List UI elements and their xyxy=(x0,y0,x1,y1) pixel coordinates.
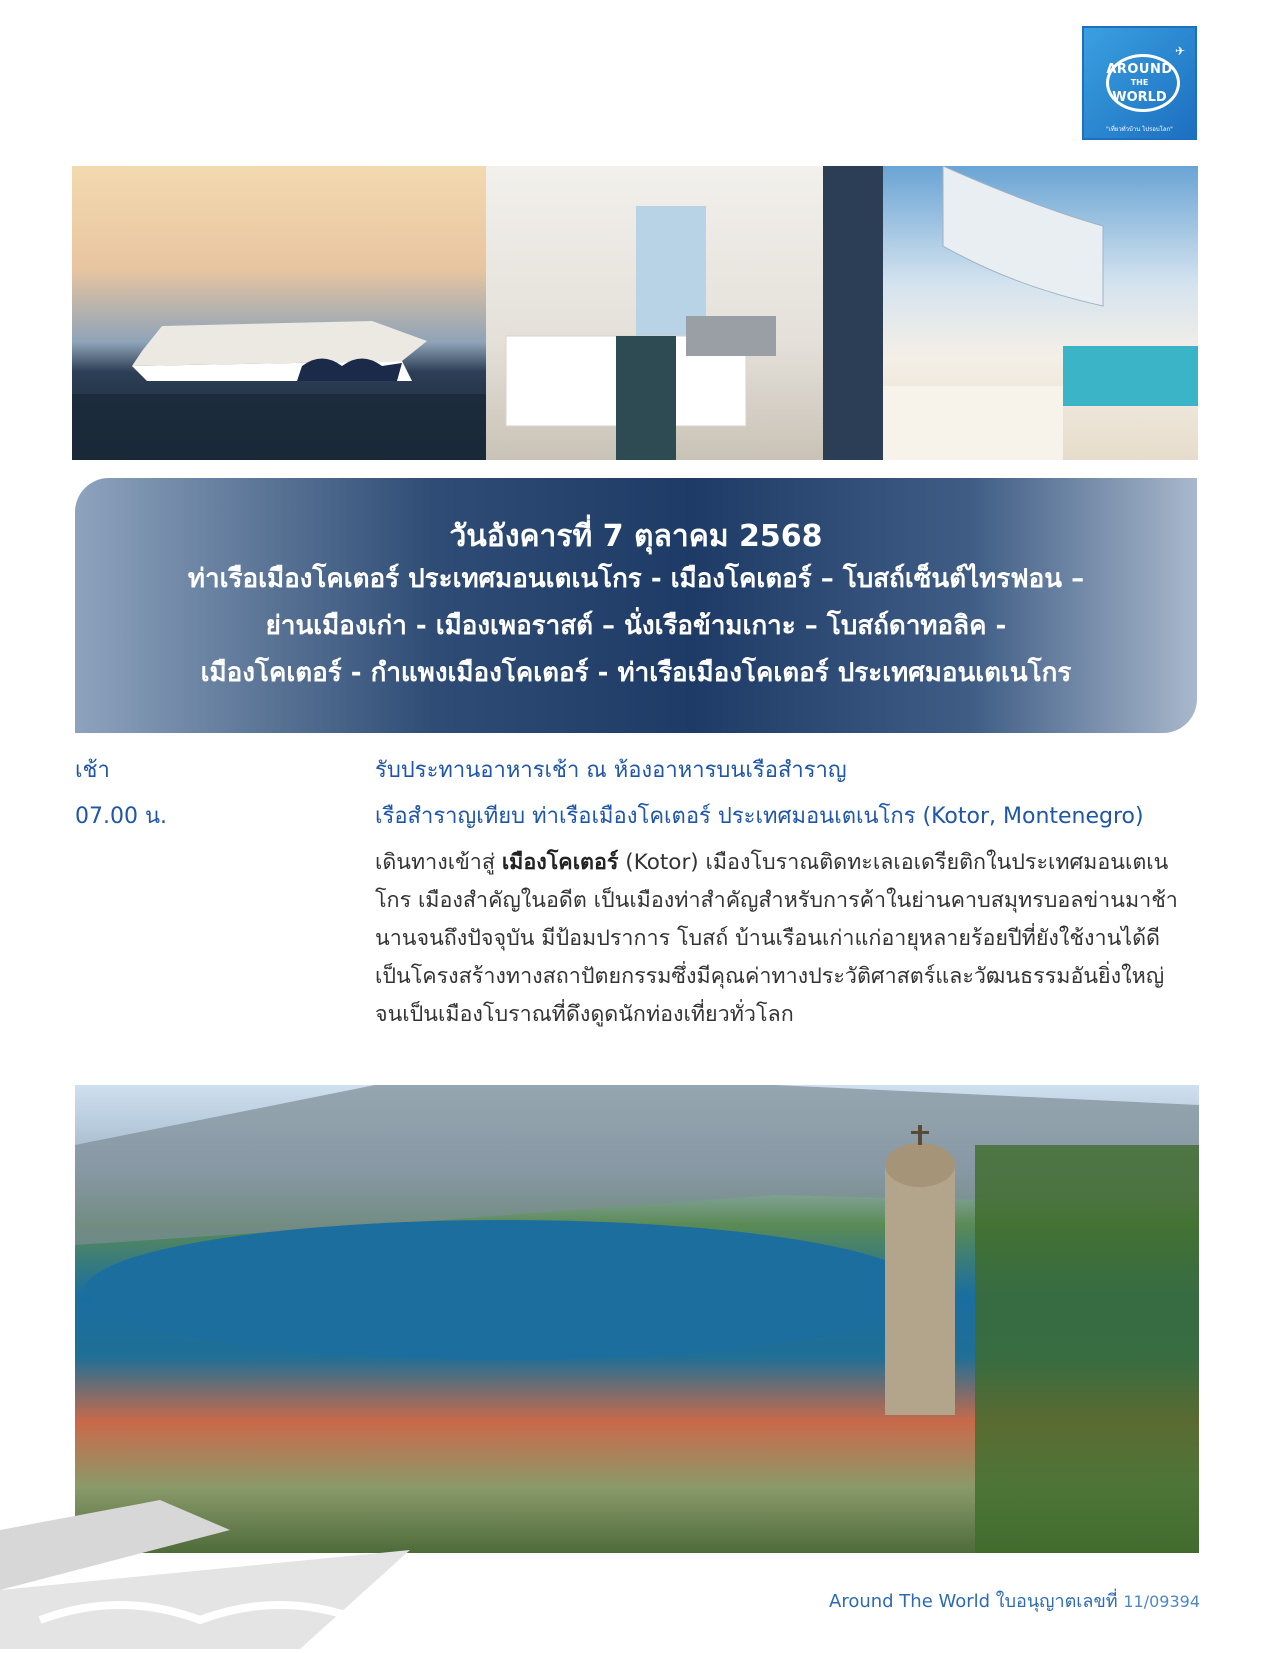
logo-tagline: "เที่ยวทั่วบ้าน ไปรอบโลก" xyxy=(1106,126,1173,133)
cabin-photo xyxy=(486,166,823,460)
deck-photo xyxy=(823,166,1198,460)
route-line: เมืองโคเตอร์ - กำแพงเมืองโคเตอร์ - ท่าเรือเมืองโคเตอร์ ประเทศมอนเตเนโกร xyxy=(200,658,1072,688)
airplane-icon: ✈ xyxy=(1174,44,1185,58)
description-body: (Kotor) เมืองโบราณติดทะเลเอเดรียติกในประเทศมอนเตเนโกร เมืองสำคัญในอดีต เป็นเมืองท่าสำคัญสำหรับการค้าในย่านคาบสมุทรบอลข่านมาช้านานจนถึงปัจจุบัน มีป้อมปราการ โบสถ์ บ้านเรือนเก่าแก่อายุหลายร้อยปีที่ยังใช้งานได้ดี เป็นโครงสร้างทางสถาปัตยกรรมซึ่งมีคุณค่าทางประวัติศาสตร์และวัฒนธรรมอันยิ่งใหญ่ จนเป็นเมืองโบราณที่ดึงดูดนักท่องเที่ยวทั่วโลก xyxy=(375,850,1178,1027)
route-line: ท่าเรือเมืองโคเตอร์ ประเทศมอนเตเนโกร - เมืองโคเตอร์ – โบสถ์เซ็นต์ไทรฟอน – xyxy=(187,564,1085,594)
footer-license xyxy=(829,1586,1200,1615)
schedule-time: 07.00 น. xyxy=(75,804,168,829)
footer-license-number: 11/09394 xyxy=(1123,1592,1200,1611)
schedule-activity: เรือสำราญเทียบ ท่าเรือเมืองโคเตอร์ ประเทศมอนเตเนโกร (Kotor, Montenegro) xyxy=(375,804,1144,829)
description-intro: เดินทางเข้าสู่ xyxy=(375,850,502,875)
schedule-activity: รับประทานอาหารเช้า ณ ห้องอาหารบนเรือสำราญ xyxy=(375,758,847,783)
ship-watermark xyxy=(0,1490,420,1649)
day-date: วันอังคารที่ 7 ตุลาคม 2568 xyxy=(449,519,823,554)
footer-license-label: ใบอนุญาตเลขที่ xyxy=(990,1591,1124,1612)
logo-text-world: WORLD xyxy=(1112,90,1167,105)
description-highlight: เมืองโคเตอร์ xyxy=(501,850,619,875)
day-header-banner xyxy=(75,478,1197,733)
logo-text-the: THE xyxy=(1130,78,1149,87)
logo-text-around: AROUND xyxy=(1106,62,1173,77)
footer-company: Around The World xyxy=(829,1591,991,1612)
kotor-bay-photo xyxy=(75,1085,1199,1553)
schedule-time: เช้า xyxy=(75,758,110,783)
cruise-ship-photo xyxy=(72,166,486,460)
company-logo xyxy=(1082,26,1197,140)
route-line: ย่านเมืองเก่า - เมืองเพอราสต์ – นั่งเรือข้ามเกาะ – โบสถ์ดาทอลิค - xyxy=(265,611,1007,641)
kotor-description xyxy=(375,844,1197,1034)
